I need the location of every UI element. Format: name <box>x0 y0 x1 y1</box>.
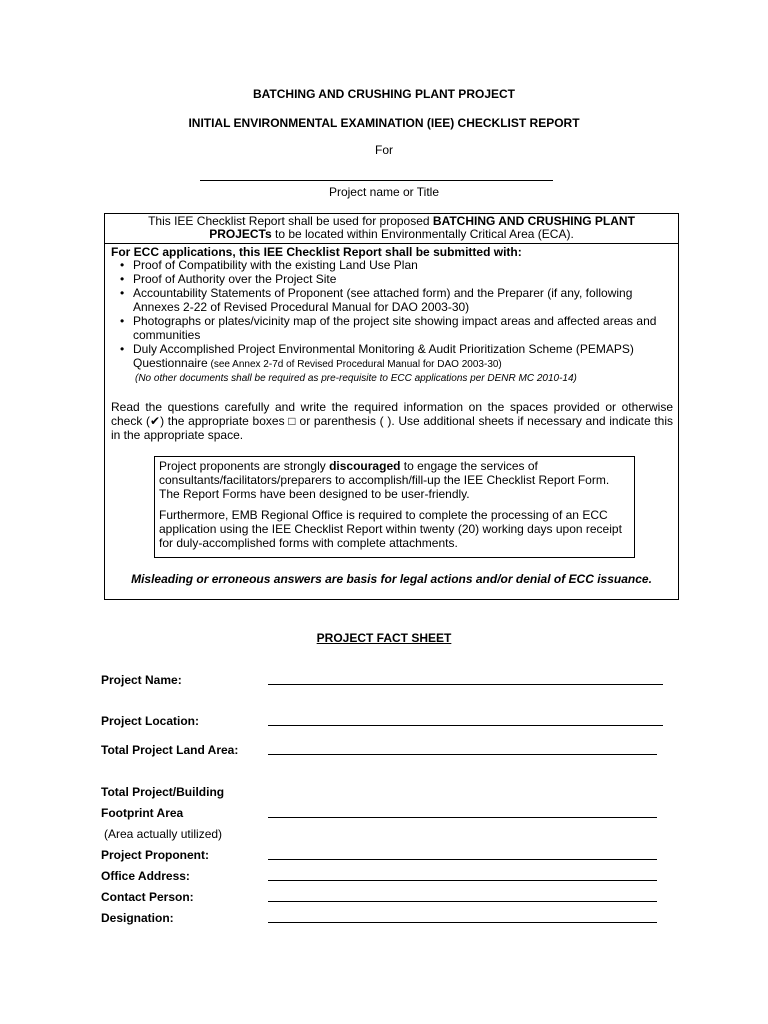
bullet-icon: • <box>120 258 125 272</box>
land-area-field[interactable] <box>268 754 657 755</box>
bullet-icon: • <box>120 286 125 300</box>
proponent-label: Project Proponent: <box>101 848 210 862</box>
intro-bold-2: PROJECTs <box>209 227 272 241</box>
list-item-annex-note: (see Annex 2-7d of Revised Procedural Manual for DAO 2003-30) <box>207 359 502 370</box>
project-name-line[interactable] <box>200 180 553 181</box>
intro-part-b: to be located within Environmentally Critical Area (ECA). <box>271 227 574 241</box>
document-title: BATCHING AND CRUSHING PLANT PROJECT <box>252 87 515 101</box>
instructions-paragraph: Read the questions carefully and write the required information on the spaces provided or otherwise check (✔) the appropriate boxes □ or parenthesis ( ). Use additional sheets if necessary and indicate this in the appropriate space. <box>111 400 673 442</box>
project-name-label: Project Name: <box>101 673 182 687</box>
advisory-paragraph-1 <box>159 459 630 501</box>
project-location-field[interactable] <box>268 725 663 726</box>
list-item-text: Accountability Statements of Proponent (see attached form) and the Preparer (if any, following Annexes 2-22 of Revised Procedural Manual for DAO 2003-30) <box>133 286 633 314</box>
list-item <box>115 314 675 342</box>
designation-label: Designation: <box>101 911 174 925</box>
land-area-label: Total Project Land Area: <box>101 743 239 757</box>
bullet-icon: • <box>120 314 125 328</box>
footprint-area-field[interactable] <box>268 817 657 818</box>
list-item <box>115 258 675 272</box>
office-address-field[interactable] <box>268 880 657 881</box>
bullet-icon: • <box>120 342 125 356</box>
advisory-paragraph-2: Furthermore, EMB Regional Office is required to complete the processing of an ECC application using the IEE Checklist Report within twenty (20) working days upon receipt for duly-accomplished forms with complete attachments. <box>159 508 622 550</box>
intro-text <box>105 215 678 241</box>
instruction-box <box>104 213 679 600</box>
list-item-text: Duly Accomplished Project Environmental Monitoring & Audit Prioritization Scheme (PEMAPS) Questionnaire <box>133 342 634 370</box>
intro-bold-1: BATCHING AND CRUSHING PLANT <box>432 214 635 228</box>
project-location-label: Project Location: <box>101 714 200 728</box>
fact-sheet-title: PROJECT FACT SHEET <box>316 631 452 645</box>
intro-part-a: This IEE Checklist Report shall be used for proposed <box>148 214 433 228</box>
requirements-list <box>115 258 675 371</box>
ecc-heading: For ECC applications, this IEE Checklist Report shall be submitted with: <box>111 245 522 259</box>
list-item-text: Proof of Compatibility with the existing Land Use Plan <box>133 258 418 272</box>
advisory-p1-a: Project proponents are strongly <box>159 459 330 473</box>
advisory-p1-bold: discouraged <box>329 459 401 473</box>
contact-person-field[interactable] <box>268 901 657 902</box>
document-subtitle: INITIAL ENVIRONMENTAL EXAMINATION (IEE) CHECKLIST REPORT <box>188 116 580 130</box>
advisory-p1-b: to engage the services of consultants/facilitators/preparers to accomplish/fill-up the IEE Checklist Report Form. The Report Forms have been designed to be user-friendly. <box>159 459 610 501</box>
bullet-icon: • <box>120 272 125 286</box>
project-name-field[interactable] <box>268 684 663 685</box>
designation-field[interactable] <box>268 922 657 923</box>
box-divider <box>105 243 678 244</box>
footprint-label-line1: Total Project/Building <box>101 785 225 799</box>
list-item-text: Photographs or plates/vicinity map of the project site showing impact areas and affected areas and communities <box>133 314 657 342</box>
project-name-caption: Project name or Title <box>328 185 440 199</box>
list-item <box>115 286 675 314</box>
list-item <box>115 342 675 371</box>
office-address-label: Office Address: <box>101 869 190 883</box>
list-item <box>115 272 675 286</box>
list-item-text: Proof of Authority over the Project Site <box>133 272 337 286</box>
footprint-label-line2: Footprint Area <box>101 806 184 820</box>
contact-person-label: Contact Person: <box>101 890 194 904</box>
advisory-box <box>154 456 635 558</box>
footprint-note: (Area actually utilized) <box>104 827 223 841</box>
requirements-note: (No other documents shall be required as pre-requisite to ECC applications per DENR MC 2010-14) <box>135 373 577 384</box>
warning-text: Misleading or erroneous answers are basis for legal actions and/or denial of ECC issuance. <box>131 572 652 586</box>
proponent-field[interactable] <box>268 859 657 860</box>
for-label: For <box>375 143 393 157</box>
